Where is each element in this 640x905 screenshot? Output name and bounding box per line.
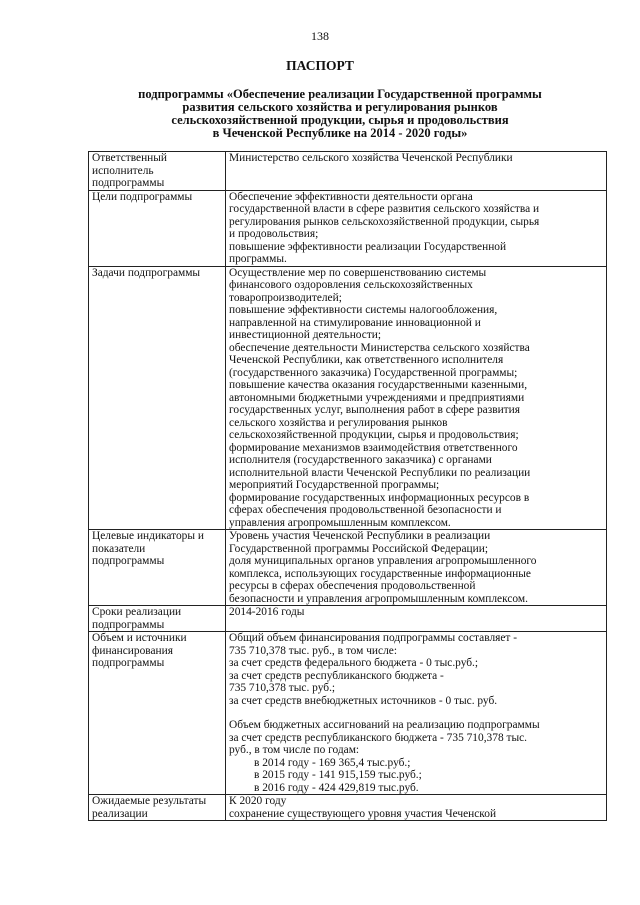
- row-label: [89, 632, 226, 795]
- content-line: 2014-2016 годы: [229, 606, 305, 618]
- row-funding: [89, 632, 607, 795]
- label-line: реализации: [92, 807, 148, 820]
- row-label: [89, 190, 226, 266]
- label-line: подпрограммы: [92, 555, 165, 567]
- content-line: повышение эффективности реализации Государственной: [229, 240, 507, 253]
- content-line: повышение качества оказания государственными казенными,: [229, 379, 528, 391]
- row-content: [226, 152, 607, 191]
- content-line: Чеченской Республики, как ответственного исполнителя: [229, 354, 504, 366]
- row-content: [226, 795, 607, 821]
- content-line: сферах обеспечения продовольственной безопасности и: [229, 504, 502, 516]
- content-line: программы.: [229, 253, 287, 265]
- content-line: финансового оздоровления сельскохозяйственных: [229, 279, 473, 291]
- label-line: подпрограммы: [92, 618, 165, 631]
- content-line: государственных услуг, выполнения работ в сфере развития: [229, 404, 520, 416]
- content-line: направленной на стимулирование инновационной и: [229, 316, 481, 329]
- year-line: в 2016 году - 424 429,819 тыс.руб.: [254, 781, 419, 794]
- row-tasks: [89, 266, 607, 530]
- content-line: управления агропромышленным комплексом.: [229, 516, 451, 529]
- content-line: мероприятий Государственной программы;: [229, 479, 440, 491]
- label-line: Ответственный: [92, 152, 168, 164]
- label-line: подпрограммы: [92, 177, 165, 189]
- content-line: безопасности и управления агропромышленным комплексом.: [229, 592, 528, 605]
- row-goals: [89, 190, 607, 266]
- content-line: 735 710,378 тыс. руб., в том числе:: [229, 644, 397, 657]
- year-line: в 2015 году - 141 915,159 тыс.руб.;: [254, 769, 422, 781]
- row-content: [226, 606, 607, 632]
- content-line: комплекса, использующих государственные информационные: [229, 567, 531, 580]
- content-line: сельскохозяйственной продукции, сырья и продовольствия;: [229, 429, 519, 441]
- content-line: повышение эффективности системы налогообложения,: [229, 304, 498, 316]
- row-timeline: [89, 606, 607, 632]
- content-line: формирование механизмов взаимодействия ответственного: [229, 441, 518, 454]
- content-line: Государственной программы Российской Федерации;: [229, 542, 488, 555]
- content-line: ресурсы в сферах обеспечения продовольственной: [229, 580, 476, 592]
- content-line: автономными бюджетными учреждениями и предприятиями: [229, 391, 525, 404]
- row-expected-results: [89, 795, 607, 821]
- content-line: руб., в том числе по годам:: [229, 744, 360, 756]
- row-label: [89, 795, 226, 821]
- row-indicators: [89, 530, 607, 606]
- content-line: товаропроизводителей;: [229, 291, 342, 304]
- label-line: Цели подпрограммы: [92, 190, 193, 203]
- subtitle-line: подпрограммы «Обеспечение реализации Государственной программы: [138, 87, 542, 101]
- row-label: [89, 152, 226, 191]
- year-line: в 2014 году - 169 365,4 тыс.руб.;: [254, 756, 411, 769]
- label-line: подпрограммы: [92, 657, 165, 669]
- content-line: К 2020 году: [229, 795, 287, 807]
- content-line: обеспечение деятельности Министерства сельского хозяйства: [229, 341, 530, 354]
- content-line: (государственного заказчика) Государственной программы;: [229, 366, 518, 379]
- label-line: Ожидаемые результаты: [92, 795, 207, 807]
- row-content: [226, 530, 607, 606]
- page-number: 138: [311, 29, 329, 43]
- content-line: за счет средств внебюджетных источников - 0 тыс. руб.: [229, 694, 498, 707]
- paragraph-gap: [229, 707, 603, 719]
- content-line: и продовольствия;: [229, 228, 319, 240]
- label-line: Целевые индикаторы и: [92, 530, 204, 542]
- subtitle-line: развития сельского хозяйства и регулирования рынков: [182, 100, 498, 114]
- content-line: регулирования рынков сельскохозяйственной продукции, сырья: [229, 215, 540, 228]
- content-line: Обеспечение эффективности деятельности органа: [229, 190, 473, 203]
- content-line: Осуществление мер по совершенствованию системы: [229, 266, 487, 279]
- content-line: сельского хозяйства и регулирования рынков: [229, 416, 448, 429]
- content-line: Министерство сельского хозяйства Чеченской Республики: [229, 152, 513, 164]
- row-label: [89, 606, 226, 632]
- content-line: 735 710,378 тыс. руб.;: [229, 682, 336, 694]
- document-title: ПАСПОРТ: [286, 58, 354, 73]
- row-content: [226, 632, 607, 795]
- content-line: государственной власти в сфере развития сельского хозяйства и: [229, 203, 540, 215]
- passport-table: [88, 151, 607, 821]
- label-line: финансирования: [92, 644, 173, 657]
- document-subtitle: [60, 88, 620, 140]
- label-line: показатели: [92, 542, 146, 555]
- content-line: Общий объем финансирования подпрограммы составляет -: [229, 632, 518, 644]
- label-line: Объем и источники: [92, 632, 187, 644]
- content-line: за счет средств республиканского бюджета - 735 710,378 тыс.: [229, 731, 528, 744]
- content-line: за счет средств республиканского бюджета -: [229, 669, 444, 682]
- content-line: исполнителя (государственного заказчика) с органами: [229, 454, 492, 466]
- content-line: инвестиционной деятельности;: [229, 329, 382, 341]
- content-line: доля муниципальных органов управления агропромышленного: [229, 555, 537, 567]
- subtitle-line: в Чеченской Республике на 2014 - 2020 годы»: [212, 126, 468, 140]
- content-line: Объем бюджетных ассигнований на реализацию подпрограммы: [229, 719, 540, 731]
- content-line: формирование государственных информационных ресурсов в: [229, 491, 530, 504]
- row-content: [226, 190, 607, 266]
- content-line: за счет средств федерального бюджета - 0 тыс.руб.;: [229, 657, 479, 669]
- row-label: [89, 266, 226, 530]
- row-responsible: [89, 152, 607, 191]
- content-line: сохранение существующего уровня участия Чеченской: [229, 807, 497, 820]
- content-line: Уровень участия Чеченской Республики в реализации: [229, 530, 491, 542]
- label-line: исполнитель: [92, 164, 154, 177]
- row-content: [226, 266, 607, 530]
- label-line: Задачи подпрограммы: [92, 266, 201, 279]
- label-line: Сроки реализации: [92, 606, 182, 618]
- content-line: исполнительной власти Чеченской Республики по реализации: [229, 466, 531, 479]
- subtitle-line: сельскохозяйственной продукции, сырья и продовольствия: [171, 113, 509, 127]
- row-label: [89, 530, 226, 606]
